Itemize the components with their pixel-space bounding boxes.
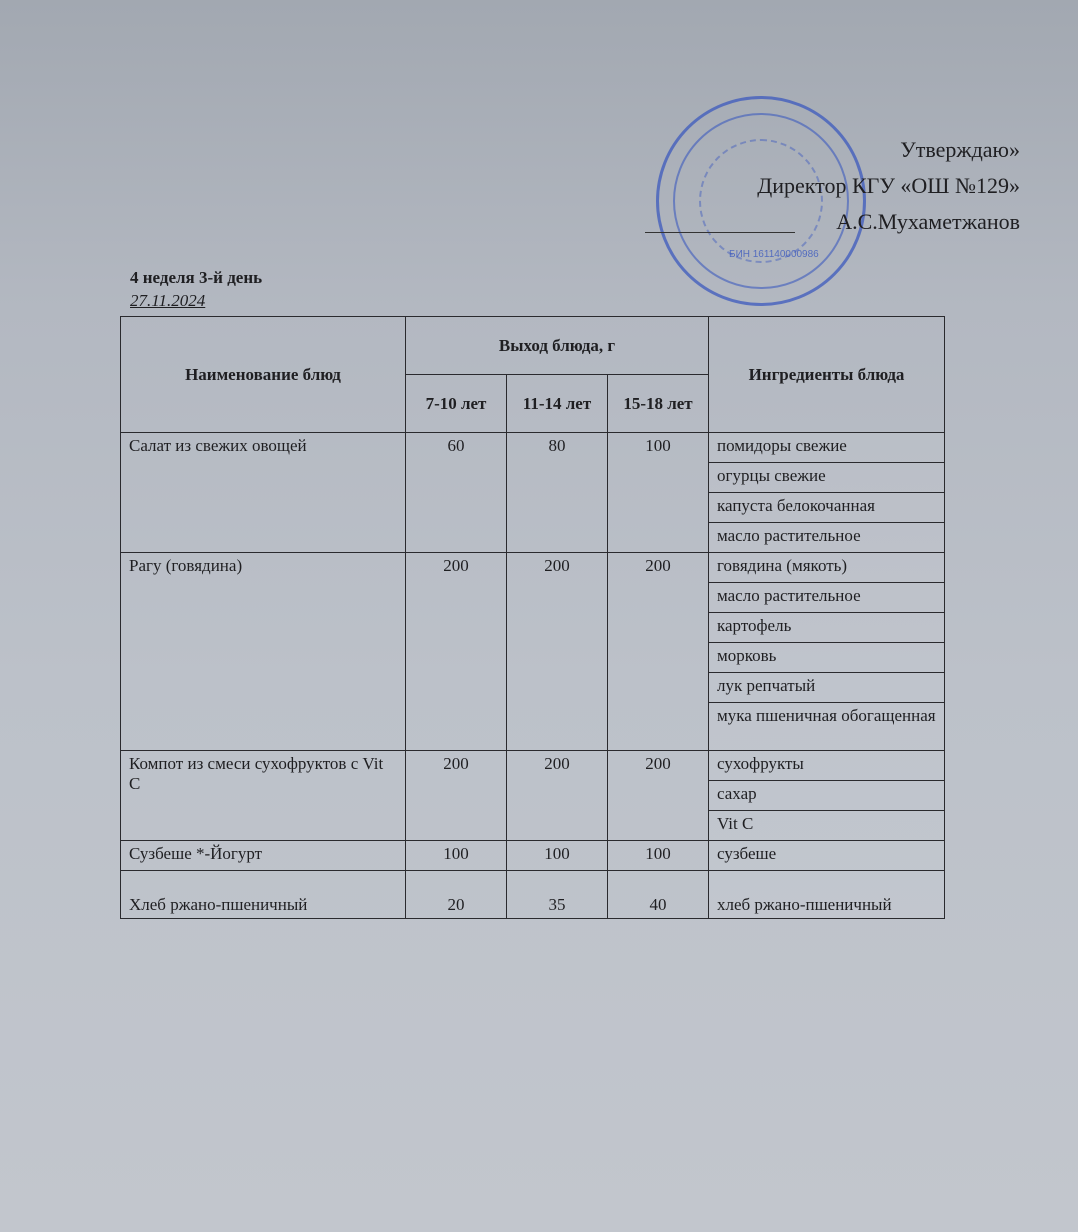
ingredient: капуста белокочанная: [709, 493, 945, 523]
ingredient: морковь: [709, 643, 945, 673]
yield-7-10: 60: [406, 433, 507, 553]
ingredient: огурцы свежие: [709, 463, 945, 493]
ingredient: хлеб ржано-пшеничный: [709, 871, 945, 919]
table-row: [121, 553, 945, 583]
ingredient: говядина (мякоть): [709, 553, 945, 583]
dish-name: Салат из свежих овощей: [121, 433, 406, 553]
dish-name: Сузбеше *-Йогурт: [121, 841, 406, 871]
header-age-11-14: 11-14 лет: [507, 375, 608, 433]
approval-line-3: А.С.Мухаметжанов: [836, 209, 1020, 234]
yield-11-14: 100: [507, 841, 608, 871]
ingredient: масло растительное: [709, 523, 945, 553]
menu-table: [120, 316, 945, 919]
table-row: [121, 433, 945, 463]
header-yield: Выход блюда, г: [406, 317, 709, 375]
yield-11-14: 35: [507, 871, 608, 919]
ingredient: Vit C: [709, 811, 945, 841]
yield-7-10: 200: [406, 751, 507, 841]
dish-name: Компот из смеси сухофруктов с Vit C: [121, 751, 406, 841]
yield-15-18: 40: [608, 871, 709, 919]
menu-date: 27.11.2024: [130, 291, 206, 310]
yield-15-18: 100: [608, 433, 709, 553]
header-ingredients: Ингредиенты блюда: [709, 317, 945, 433]
approval-line-1: Утверждаю»: [900, 137, 1020, 162]
yield-11-14: 80: [507, 433, 608, 553]
ingredient: сузбеше: [709, 841, 945, 871]
yield-11-14: 200: [507, 751, 608, 841]
header-dish-name: Наименование блюд: [121, 317, 406, 433]
menu-day-title: 4 неделя 3-й день: [130, 268, 263, 287]
yield-7-10: 20: [406, 871, 507, 919]
ingredient: сахар: [709, 781, 945, 811]
ingredient: лук репчатый: [709, 673, 945, 703]
ingredient: мука пшеничная обогащенная: [709, 703, 945, 751]
table-row: [121, 871, 945, 919]
header-age-15-18: 15-18 лет: [608, 375, 709, 433]
ingredient: масло растительное: [709, 583, 945, 613]
ingredient: сухофрукты: [709, 751, 945, 781]
table-row: [121, 751, 945, 781]
yield-7-10: 100: [406, 841, 507, 871]
table-row: [121, 841, 945, 871]
yield-7-10: 200: [406, 553, 507, 751]
approval-line-2: Директор КГУ «ОШ №129»: [757, 173, 1020, 198]
dish-name: Хлеб ржано-пшеничный: [121, 871, 406, 919]
ingredient: помидоры свежие: [709, 433, 945, 463]
yield-15-18: 200: [608, 751, 709, 841]
ingredient: картофель: [709, 613, 945, 643]
yield-11-14: 200: [507, 553, 608, 751]
dish-name: Рагу (говядина): [121, 553, 406, 751]
stamp-bin: БИН 161140000986: [729, 249, 819, 260]
yield-15-18: 100: [608, 841, 709, 871]
yield-15-18: 200: [608, 553, 709, 751]
approval-block: [757, 132, 1020, 240]
header-age-7-10: 7-10 лет: [406, 375, 507, 433]
